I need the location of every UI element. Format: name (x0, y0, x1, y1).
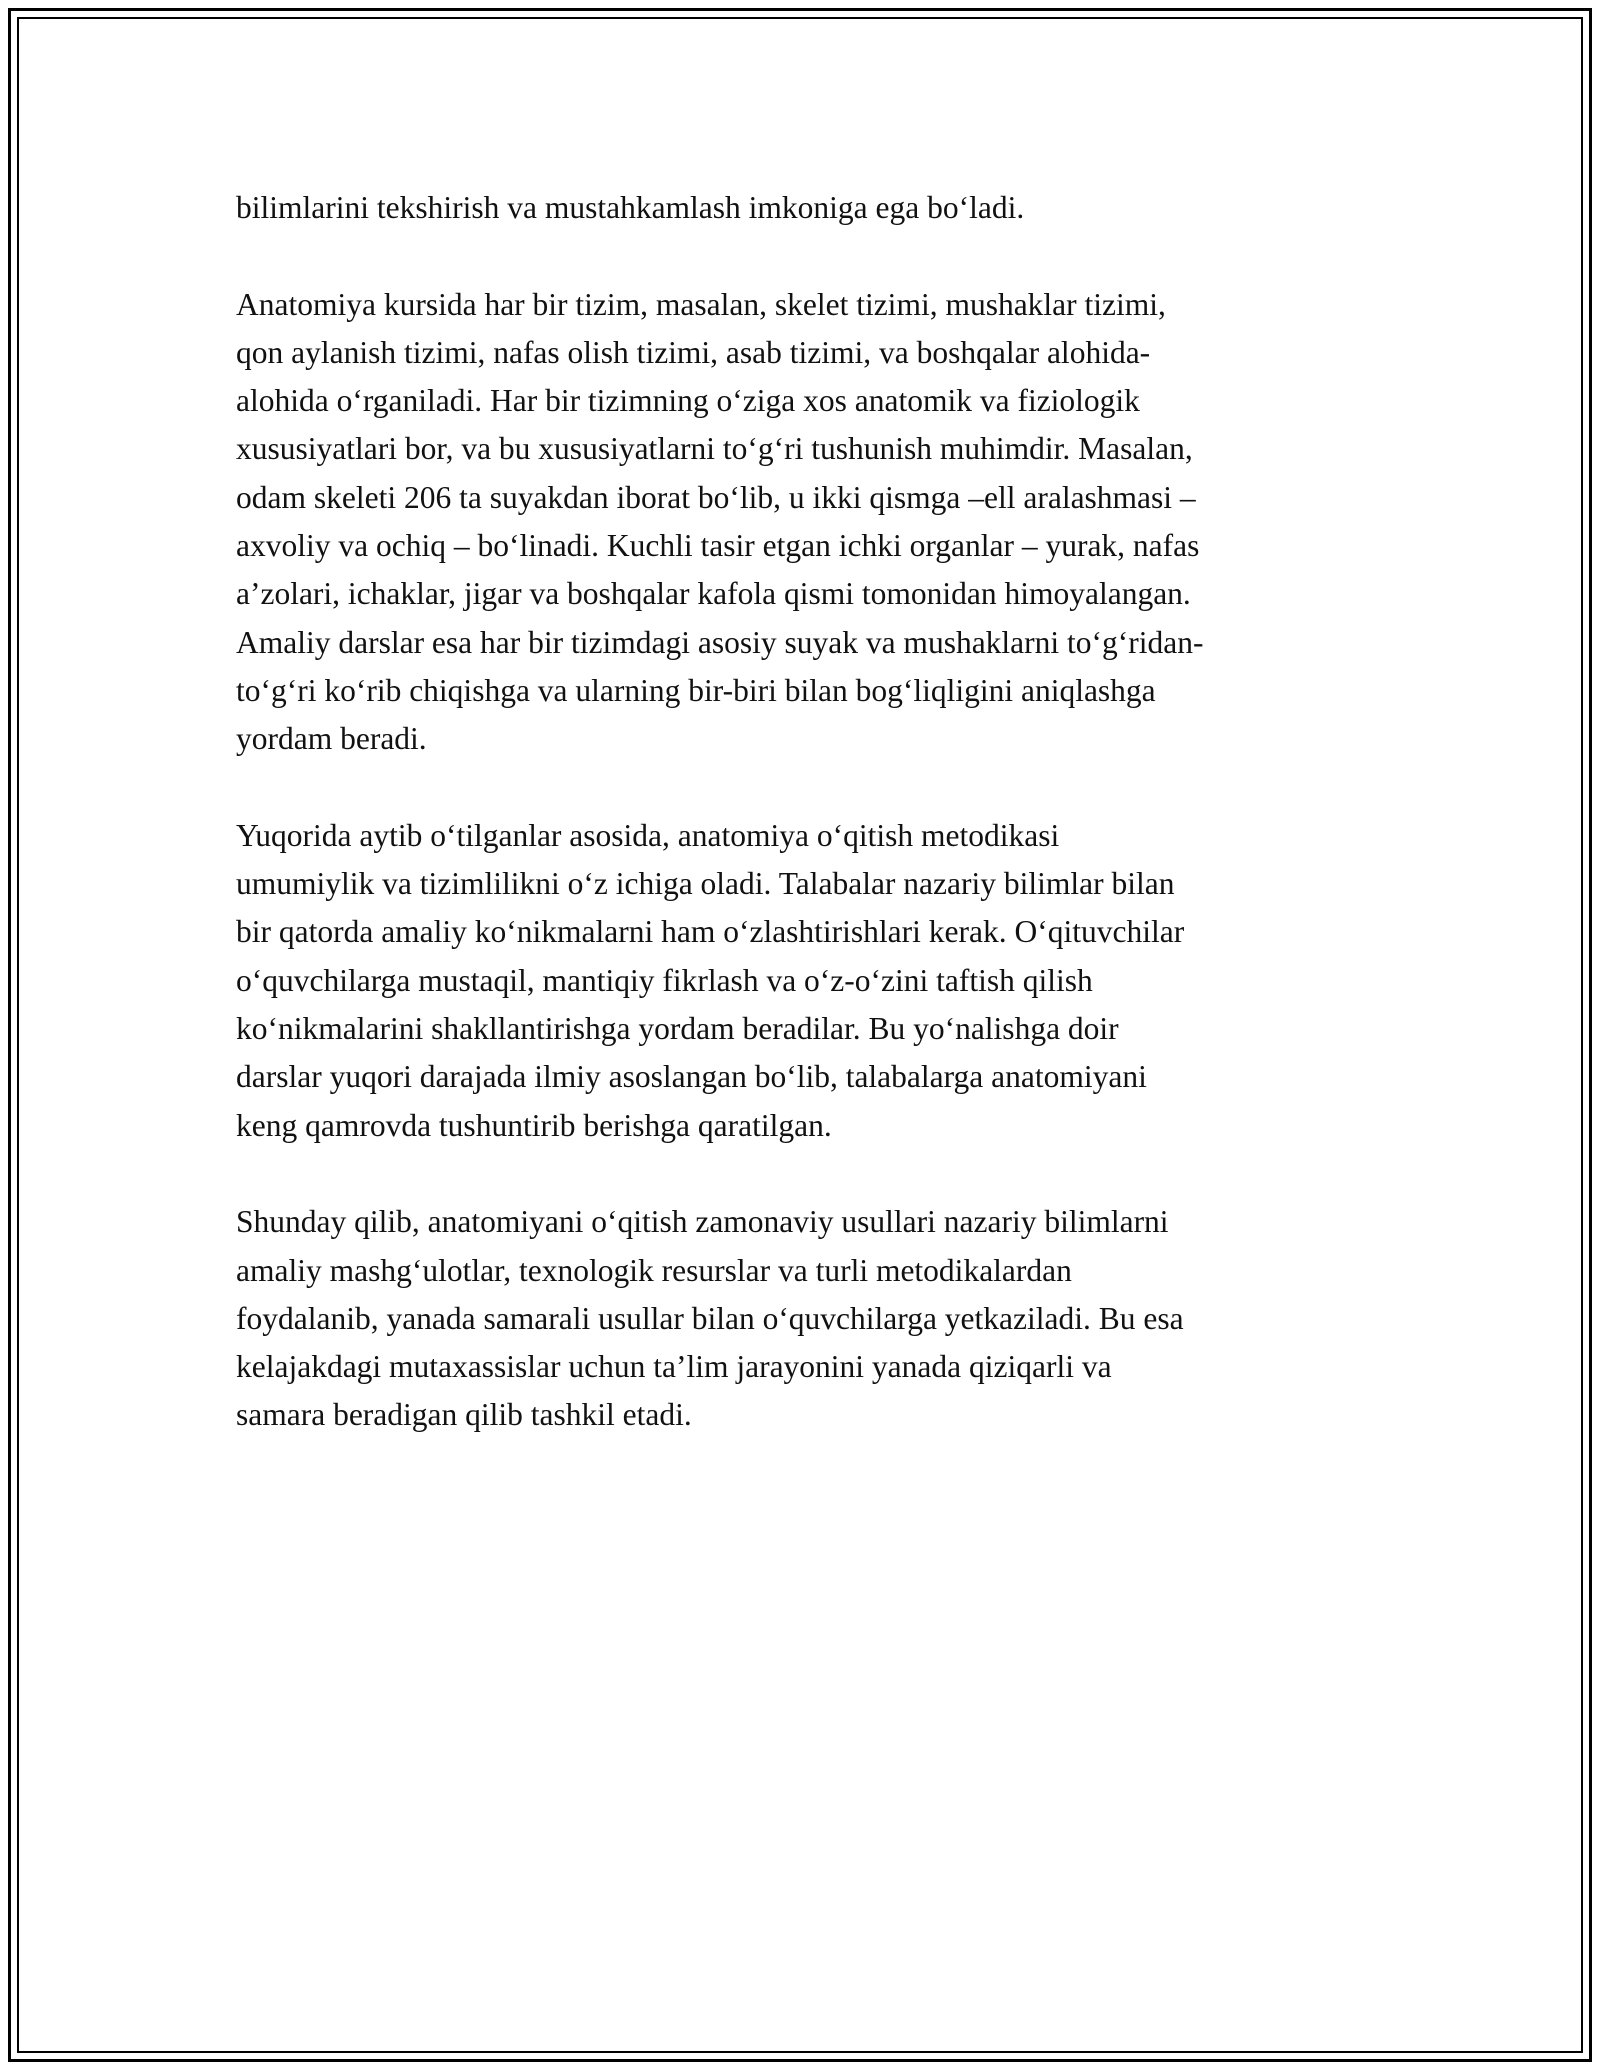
text-line: amaliy mashg‘ulotlar, texnologik resurslar va turli metodikalardan (236, 1252, 1072, 1288)
text-line: foydalanib, yanada samarali usullar bilan o‘quvchilarga yetkaziladi. Bu esa (236, 1300, 1184, 1336)
text-line: o‘quvchilarga mustaqil, mantiqiy fikrlash va o‘z-o‘zini taftish qilish (236, 962, 1093, 998)
text-line: Shunday qilib, anatomiyani o‘qitish zamonaviy usullari nazariy bilimlarni (236, 1204, 1169, 1240)
text-line: odam skeleti 206 ta suyakdan iborat bo‘lib, u ikki qismga –ell aralashmasi – (236, 479, 1196, 515)
document-body (236, 184, 1376, 1488)
paragraph-1 (236, 184, 1376, 232)
text-line: umumiylik va tizimlilikni o‘z ichiga oladi. Talabalar nazariy bilimlar bilan (236, 866, 1175, 902)
text-line: darslar yuqori darajada ilmiy asoslangan bo‘lib, talabalarga anatomiyani (236, 1059, 1147, 1095)
text-line: Yuqorida aytib o‘tilganlar asosida, anatomiya o‘qitish metodikasi (236, 817, 1060, 853)
paragraph-2 (236, 281, 1376, 764)
text-line: samara beradigan qilib tashkil etadi. (236, 1397, 692, 1433)
paragraph-4 (236, 1198, 1376, 1439)
text-line: xususiyatlari bor, va bu xususiyatlarni to‘g‘ri tushunish muhimdir. Masalan, (236, 431, 1193, 467)
text-line: kelajakdagi mutaxassislar uchun ta’lim jarayonini yanada qiziqarli va (236, 1349, 1112, 1385)
text-line: alohida o‘rganiladi. Har bir tizimning o‘ziga xos anatomik va fiziologik (236, 383, 1140, 419)
text-line: axvoliy va ochiq – bo‘linadi. Kuchli tasir etgan ichki organlar – yurak, nafas (236, 528, 1200, 564)
text-line: bilimlarini tekshirish va mustahkamlash imkoniga ega bo‘ladi. (236, 190, 1025, 225)
text-line: a’zolari, ichaklar, jigar va boshqalar kafola qismi tomonidan himoyalangan. (236, 576, 1191, 612)
paragraph-3 (236, 812, 1376, 1150)
text-line: ko‘nikmalarini shakllantirishga yordam beradilar. Bu yo‘nalishga doir (236, 1011, 1119, 1047)
text-line: keng qamrovda tushuntirib berishga qaratilgan. (236, 1107, 832, 1143)
text-line: bir qatorda amaliy ko‘nikmalarni ham o‘zlashtirishlari kerak. O‘qituvchilar (236, 914, 1185, 950)
text-line: Anatomiya kursida har bir tizim, masalan, skelet tizimi, mushaklar tizimi, (236, 286, 1166, 322)
text-line: Amaliy darslar esa har bir tizimdagi asosiy suyak va mushaklarni to‘g‘ridan- (236, 624, 1204, 660)
text-line: qon aylanish tizimi, nafas olish tizimi, asab tizimi, va boshqalar alohida- (236, 334, 1151, 370)
text-line: yordam beradi. (236, 721, 427, 757)
text-line: to‘g‘ri ko‘rib chiqishga va ularning bir-biri bilan bog‘liqligini aniqlashga (236, 672, 1156, 708)
